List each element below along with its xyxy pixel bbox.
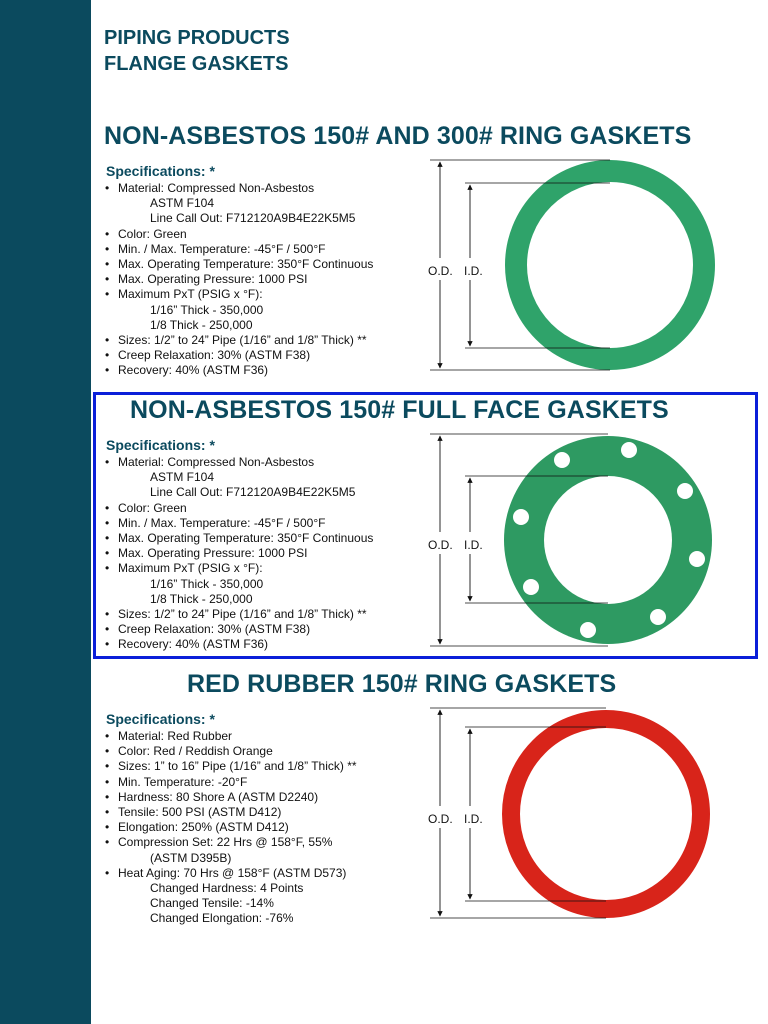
bolt-hole <box>554 452 570 468</box>
spec-item: • Color: Green <box>104 501 373 516</box>
spec-heading: Specifications: * <box>106 163 215 179</box>
green-ring-gasket <box>516 171 704 359</box>
od-label: O.D. <box>428 264 453 278</box>
spec-item: • Maximum PxT (PSIG x °F): <box>104 561 373 576</box>
spec-item: 1/16” Thick - 350,000 <box>150 302 264 317</box>
spec-item: • Hardness: 80 Shore A (ASTM D2240) <box>104 790 357 805</box>
spec-item: • Tensile: 500 PSI (ASTM D412) <box>104 805 357 820</box>
spec-item: • Heat Aging: 70 Hrs @ 158°F (ASTM D573) <box>104 866 357 881</box>
section-title-full-face-gaskets: NON-ASBESTOS 150# FULL FACE GASKETS <box>130 396 669 424</box>
header-line-1: PIPING PRODUCTS <box>104 27 290 49</box>
spec-item: • Material: Compressed Non-Asbestos <box>104 455 373 470</box>
spec-item: (ASTM D395B) <box>150 850 232 865</box>
spec-item: • Compression Set: 22 Hrs @ 158°F, 55% <box>104 835 357 850</box>
spec-item: • Maximum PxT (PSIG x °F): <box>104 287 373 302</box>
spec-item: • Material: Compressed Non-Asbestos <box>104 181 373 196</box>
spec-item: Changed Hardness: 4 Points <box>150 881 304 896</box>
spec-item: • Max. Operating Pressure: 1000 PSI <box>104 546 373 561</box>
red-ring-gasket <box>511 719 701 909</box>
od-label: O.D. <box>428 812 453 826</box>
spec-item: • Min. Temperature: -20°F <box>104 775 357 790</box>
spec-item: • Sizes: 1/2” to 24” Pipe (1/16” and 1/8” Thick) ** <box>104 333 373 348</box>
spec-item: • Color: Green <box>104 227 373 242</box>
spec-item: ASTM F104 <box>150 196 215 211</box>
spec-item: ASTM F104 <box>150 470 215 485</box>
od-label: O.D. <box>428 538 453 552</box>
spec-item: • Max. Operating Temperature: 350°F Continuous <box>104 531 373 546</box>
spec-item: Line Call Out: F712120A9B4E22K5M5 <box>150 211 356 226</box>
spec-item: • Min. / Max. Temperature: -45°F / 500°F <box>104 242 373 257</box>
spec-item: • Max. Operating Pressure: 1000 PSI <box>104 272 373 287</box>
bolt-hole <box>650 609 666 625</box>
bolt-hole <box>677 483 693 499</box>
spec-heading: Specifications: * <box>106 437 215 453</box>
spec-item: • Color: Red / Reddish Orange <box>104 744 357 759</box>
spec-item: Changed Tensile: -14% <box>150 896 274 911</box>
spec-item: • Max. Operating Temperature: 350°F Continuous <box>104 257 373 272</box>
spec-item: • Creep Relaxation: 30% (ASTM F38) <box>104 348 373 363</box>
spec-item: • Recovery: 40% (ASTM F36) <box>104 363 373 378</box>
id-label: I.D. <box>464 264 483 278</box>
section-title-ring-gaskets: NON-ASBESTOS 150# AND 300# RING GASKETS <box>104 122 692 150</box>
spec-item: • Creep Relaxation: 30% (ASTM F38) <box>104 622 373 637</box>
bolt-hole <box>621 442 637 458</box>
spec-item: • Elongation: 250% (ASTM D412) <box>104 820 357 835</box>
spec-item: • Sizes: 1” to 16” Pipe (1/16” and 1/8” Thick) ** <box>104 759 357 774</box>
bolt-hole <box>523 579 539 595</box>
id-label: I.D. <box>464 812 483 826</box>
section-title-red-rubber-gaskets: RED RUBBER 150# RING GASKETS <box>187 670 617 698</box>
bolt-hole <box>580 622 596 638</box>
spec-item: 1/8 Thick - 250,000 <box>150 591 253 606</box>
id-label: I.D. <box>464 538 483 552</box>
red-rubber-gasket-diagram <box>430 708 701 918</box>
spec-item: • Recovery: 40% (ASTM F36) <box>104 637 373 652</box>
full-face-gasket-diagram <box>430 434 712 646</box>
gasket-bore <box>544 476 672 604</box>
spec-item: • Material: Red Rubber <box>104 729 357 744</box>
spec-item: • Sizes: 1/2” to 24” Pipe (1/16” and 1/8” Thick) ** <box>104 607 373 622</box>
spec-item: 1/16” Thick - 350,000 <box>150 576 264 591</box>
header-line-2: FLANGE GASKETS <box>104 53 289 75</box>
ring-gasket-diagram <box>430 160 704 370</box>
spec-item: 1/8 Thick - 250,000 <box>150 317 253 332</box>
spec-item: Line Call Out: F712120A9B4E22K5M5 <box>150 485 356 500</box>
spec-item: Changed Elongation: -76% <box>150 911 294 926</box>
spec-item: • Min. / Max. Temperature: -45°F / 500°F <box>104 516 373 531</box>
bolt-hole <box>689 551 705 567</box>
spec-heading: Specifications: * <box>106 711 215 727</box>
bolt-hole <box>513 509 529 525</box>
